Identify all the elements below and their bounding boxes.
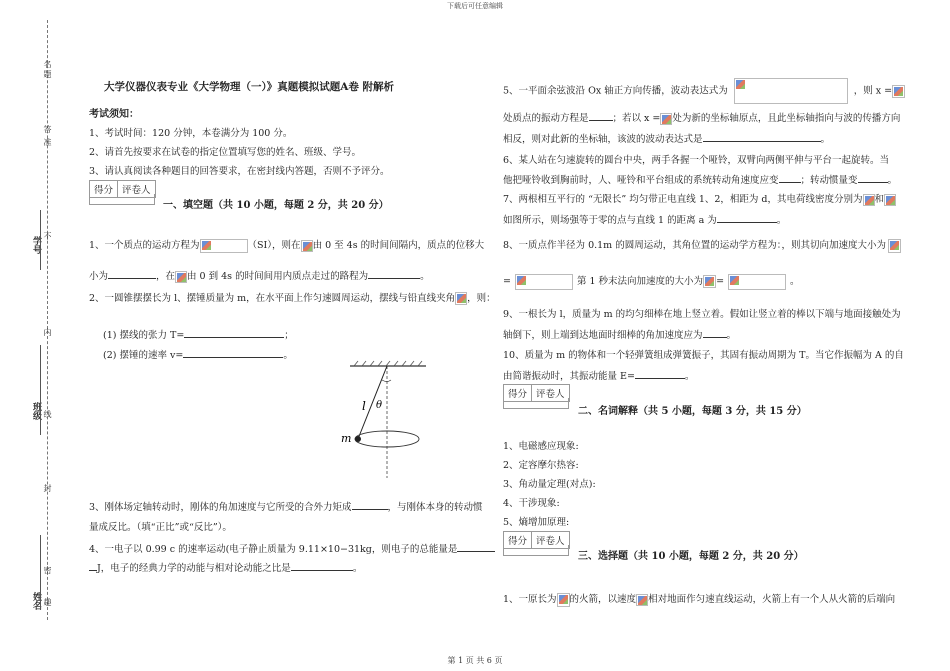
q-text: 。	[420, 271, 430, 282]
formula-image	[515, 274, 573, 290]
q-text: ，在	[156, 271, 176, 282]
q-text: （SI），则在	[247, 240, 301, 251]
grader-label: 评卷人	[536, 536, 565, 547]
q-text: 的火箭，以速度	[569, 594, 637, 605]
answer-blank[interactable]	[703, 132, 821, 142]
score-box-blank	[89, 194, 155, 205]
notice-heading: 考试须知：	[89, 109, 139, 120]
question-3	[89, 499, 483, 513]
q-text: 7、两根相互平行的 “无限长” 均匀带正电直线 1、2，相距为 d，其电荷线密度分别为	[503, 194, 863, 205]
question-6: 6、某人站在匀速旋转的圆台中央，两手各握一个哑铃，双臂向两侧平伸与平台一起旋转。当	[503, 155, 890, 166]
term-item: 4、干涉现象:	[503, 498, 560, 509]
question-2-part2	[103, 347, 293, 361]
label-theta: θ	[376, 400, 383, 411]
q-text: 。	[684, 371, 695, 382]
formula-image	[884, 194, 896, 206]
score-label: 得分	[504, 385, 532, 401]
q-text: ；若以 x =	[612, 113, 661, 124]
term-item: 2、定容摩尔热容:	[503, 460, 579, 471]
question-5	[503, 78, 905, 104]
margin-label: 线	[43, 410, 52, 418]
question-10: 10、质量为 m 的物体和一个轻弹簧组成弹簧振子，其固有振动周期为 T。当它作振幅为 A 的自	[503, 350, 904, 361]
conical-pendulum-figure	[338, 360, 438, 480]
q-text: 和	[874, 194, 885, 205]
answer-blank[interactable]	[183, 348, 283, 358]
answer-blank[interactable]	[368, 269, 420, 279]
question-5-cont	[503, 110, 900, 125]
header-note: 下载后可任意编辑	[447, 2, 503, 10]
section2-heading: 二、名词解释（共 5 小题，每题 3 分，共 15 分）	[578, 406, 807, 417]
notice-item: 3、请认真阅读各种题目的回答要求，在密封线内答题，否则不予评分。	[89, 166, 390, 177]
answer-blank[interactable]	[108, 269, 156, 279]
question-6-cont	[503, 172, 897, 186]
question-2-part1	[103, 327, 294, 341]
q-text: 。	[790, 276, 800, 287]
question-10-cont	[503, 368, 694, 382]
score-box-blank	[503, 398, 569, 409]
margin-label: 名	[43, 60, 52, 68]
exam-title: 大学仪器仪表专业《大学物理（一）》真题模拟试题A卷 附解析	[104, 81, 395, 93]
margin-label: 题	[43, 70, 52, 78]
score-box-blank	[503, 545, 569, 556]
answer-blank[interactable]	[184, 328, 284, 338]
formula-image	[888, 239, 901, 253]
term-item: 1、电磁感应现象:	[503, 441, 579, 452]
q-text: 处为新的坐标轴原点，且此坐标轴指向与波的传播方向	[672, 113, 901, 124]
label-l: l	[362, 399, 366, 413]
margin-label: 不	[43, 232, 52, 240]
q-text: 1、一个质点的运动方程为	[89, 240, 200, 251]
answer-blank[interactable]	[635, 369, 685, 379]
answer-blank[interactable]	[779, 173, 801, 183]
formula-image	[200, 239, 248, 253]
q-text: (2) 摆锤的速率 v=	[103, 350, 184, 361]
formula-image	[175, 271, 187, 283]
answer-blank[interactable]	[89, 561, 97, 571]
question-9: 9、一根长为 l，质量为 m 的均匀细棒在地上竖立着。假如让竖立着的棒以下端与地面接触处为	[503, 309, 901, 320]
question-1	[89, 237, 484, 253]
q-text: ，与刚体本身的转动惯	[387, 502, 483, 513]
q-text: 由简谐振动时，其振动能量 E=	[503, 371, 635, 382]
ceiling-hatch	[354, 361, 422, 366]
margin-label: 内	[43, 328, 52, 336]
class-label: 班级	[31, 402, 41, 420]
angle-arc	[382, 380, 391, 382]
grader-label: 评卷人	[122, 185, 151, 196]
q-text: 由 0 到 4s 的时间间用内质点走过的路程为	[187, 271, 369, 282]
q-text: 3、刚体场定轴转动时，刚体的角加速度与它所受的合外力矩成	[89, 502, 352, 513]
page-footer: 第 1 页 共 6 页	[447, 656, 503, 665]
student-id-line	[40, 210, 42, 270]
formula-image	[892, 85, 905, 98]
notice-item: 1、考试时间：120 分钟，本卷满分为 100 分。	[89, 128, 293, 139]
q-text: 轴倒下，则上端到达地面时细棒的角加速度应为	[503, 330, 703, 341]
q-text: 由 0 至 4s 的时间间隔内，质点的位移大	[312, 240, 485, 251]
answer-blank[interactable]	[703, 328, 727, 338]
pendulum-bob	[355, 436, 361, 442]
name-line	[40, 535, 42, 610]
answer-blank[interactable]	[858, 173, 888, 183]
grader-label: 评卷人	[536, 389, 565, 400]
q-text: 他把哑铃收到胸前时，人、哑铃和平台组成的系统转动角速度应变	[503, 175, 779, 186]
section3-heading: 三、选择题（共 10 小题，每题 2 分，共 20 分）	[578, 551, 804, 562]
q-text: ；	[284, 330, 294, 341]
question-7-cont	[503, 212, 786, 226]
question-7	[503, 191, 896, 206]
formula-image	[863, 194, 875, 206]
q-text: =	[503, 276, 511, 287]
score-label: 得分	[90, 181, 118, 197]
q-text: J，电子的经典力学的动能与相对论动能之比是	[97, 563, 291, 574]
label-m: m	[341, 432, 352, 445]
name-label: 姓名	[31, 592, 41, 610]
answer-blank[interactable]	[717, 213, 777, 223]
student-id-label: 学号	[31, 236, 41, 254]
q-text: ，则：	[467, 293, 496, 304]
q-text: 处质点的振动方程是	[503, 113, 589, 124]
q-text: 8、一质点作半径为 0.1m 的圆周运动，其角位置的运动学方程为：，则其切向加速度大小为	[503, 240, 886, 251]
q-text: 5、一平面余弦波沿 Ox 轴正方向传播，波动表达式为	[503, 85, 728, 97]
question-4	[89, 541, 495, 555]
question-8-cont	[503, 273, 800, 290]
margin-label: 密	[43, 566, 52, 574]
q-text: (1) 摆线的张力 T=	[103, 330, 185, 341]
margin-label: 答	[43, 125, 52, 133]
q-text: 。	[887, 175, 898, 186]
question-3-cont: 量成反比。（填“正比”或“反比”）。	[89, 522, 232, 533]
q-text: 相反，则对此新的坐标轴，该波的波动表达式是	[503, 134, 703, 145]
q-text: ；转动惯量变	[800, 175, 858, 186]
q-text: ，则 x =	[853, 85, 893, 97]
q-text: 。	[820, 134, 831, 145]
q-text: 。	[352, 563, 363, 574]
question-2	[89, 290, 496, 305]
answer-blank[interactable]	[589, 111, 613, 121]
q-text: 。	[283, 350, 293, 361]
question-5-cont2	[503, 131, 830, 145]
formula-image	[636, 594, 648, 606]
choice-question-1	[503, 591, 895, 607]
formula-image	[455, 292, 467, 305]
formula-image	[703, 275, 716, 288]
q-text: 相对地面作匀速直线运动，火箭上有一个人从火箭的后端向	[648, 594, 896, 605]
q-text: 。	[726, 330, 737, 341]
margin-label: 封	[43, 484, 52, 492]
formula-image	[660, 113, 672, 125]
term-item: 5、熵增加原理:	[503, 517, 570, 528]
formula-image	[728, 274, 786, 290]
q-text: 第 1 秒末法向加速度的大小为	[576, 276, 704, 287]
q-text: =	[716, 276, 725, 287]
q-text: 小为	[89, 271, 109, 282]
term-item: 3、角动量定理(对点):	[503, 479, 596, 490]
binding-dashed-line	[47, 20, 48, 620]
answer-blank[interactable]	[291, 561, 353, 571]
question-9-cont	[503, 327, 736, 341]
q-text: 4、一电子以 0.99 c 的速率运动(电子静止质量为 9.11×10−31kg，则电子的总能量是	[89, 544, 458, 555]
margin-label: 趣	[43, 598, 52, 606]
answer-blank[interactable]	[457, 542, 495, 552]
q-text: 1、一原长为	[503, 594, 557, 605]
class-line	[40, 345, 42, 435]
q-text: 2、一圆锥摆摆长为 l、摆锤质量为 m，在水平面上作匀速圆周运动，摆线与铅直线夹角	[89, 293, 456, 304]
notice-item: 2、请首先按要求在试卷的指定位置填写您的姓名、班级、学号。	[89, 147, 362, 158]
section1-heading: 一、填空题（共 10 小题，每题 2 分，共 20 分）	[163, 200, 389, 211]
margin-label: 准	[43, 138, 52, 146]
question-8	[503, 237, 901, 253]
formula-image	[301, 240, 313, 252]
formula-image	[557, 593, 570, 607]
score-label: 得分	[504, 532, 532, 548]
q-text: 。	[776, 215, 787, 226]
formula-image	[734, 78, 848, 104]
question-1-cont	[89, 268, 430, 283]
question-4-cont	[89, 560, 362, 574]
answer-blank[interactable]	[352, 500, 388, 510]
q-text: 如图所示，则场强等于零的点与直线 1 的距离 a 为	[503, 215, 717, 226]
